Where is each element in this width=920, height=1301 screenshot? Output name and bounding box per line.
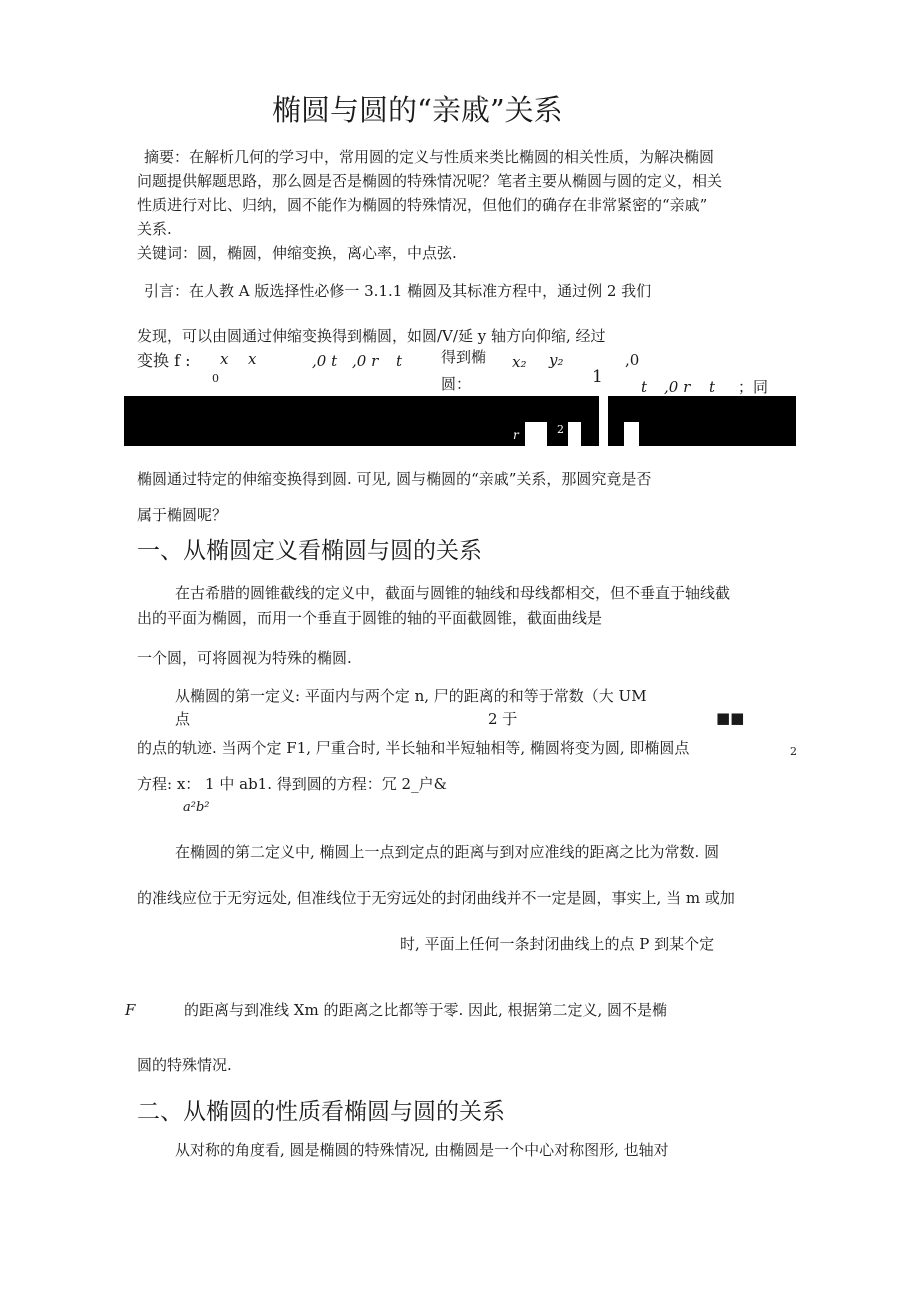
section1-F: F [125,1001,136,1019]
section1-para: 出的平面为椭圆，而用一个垂直于圆锥的轴的平面截圆锥，截面曲线是 [137,609,603,627]
formula-term: ,0 t [312,352,338,370]
formula-term: t [641,378,648,396]
formula-x: x [248,350,257,368]
formula-transform: 变换 f : [137,351,191,370]
section1-definition: 方程: x： 1 中 ab1. 得到圆的方程：冗 2_户& [137,775,447,793]
formula-y-sq: y₂ [549,351,564,369]
formula-x: x [220,350,229,368]
page-title: 椭圆与圆的“亲戚”关系 [272,93,563,127]
section1-blocks: ■■ [716,709,745,727]
formula-term: ,0 r [664,378,691,396]
section1-para: 一个圆，可将圆视为特殊的椭圆. [137,649,352,667]
section-heading-1: 一、从椭圆定义看椭圆与圆的关系 [137,538,482,564]
section1-second-def: 的准线应位于无穷远处, 但准线位于无穷远处的封闭曲线并不一定是圆，事实上, 当 m 或加 [137,889,735,907]
formula-x-sq: x₂ [512,353,527,371]
scan-gap [568,422,581,446]
formula-zero: ,0 [625,351,640,369]
formula-fragment: 2 [557,423,564,436]
section1-definition: 2 于 [488,710,518,728]
section1-para: 在古希腊的圆锥截线的定义中，截面与圆锥的轴线和母线都相交，但不垂直于轴线截 [175,584,731,602]
formula-term: ,0 r [352,352,379,370]
para-line: 属于椭圆呢？ [137,506,228,524]
section1-definition: 点 [175,710,191,728]
section1-second-def: 圆的特殊情况. [137,1056,232,1074]
abstract-line: 性质进行对比、归纳，圆不能作为椭圆的特殊情况，但他们的确存在非常紧密的“亲戚” [137,196,708,214]
section2-para: 从对称的角度看, 圆是椭圆的特殊情况, 由椭圆是一个中心对称图形, 也轴对 [175,1141,669,1159]
formula-term: t [709,378,716,396]
abstract-line: 问题提供解题思路，那么圆是否是椭圆的特殊情况呢？笔者主要从椭圆与圆的定义，相关 [137,172,723,190]
intro-line: 引言：在人教 A 版选择性必修一 3.1.1 椭圆及其标准方程中，通过例 2 我们 [144,282,652,300]
formula-tong: ；同 [738,378,769,396]
formula-sub: 0 [212,372,219,385]
formula-term: t [396,352,403,370]
abstract-line: 关系. [137,220,172,238]
section-heading-2: 二、从椭圆的性质看椭圆与圆的关系 [137,1099,505,1125]
section1-fraction: a²b² [183,800,210,815]
scan-gap [624,422,639,446]
section1-second-def: 在椭圆的第二定义中, 椭圆上一点到定点的距离与到对应准线的距离之比为常数. 圆 [175,843,720,861]
section1-superscript: 2 [790,745,797,758]
section1-definition: 从椭圆的第一定义: 平面内与两个定 n, 尸的距离的和等于常数（大 UM [175,687,647,705]
scan-gap [525,422,547,446]
formula-fragment: r [513,428,519,442]
section1-second-def: 的距离与到准线 Xm 的距离之比都等于零. 因此, 根据第二定义, 圆不是椭 [184,1001,668,1019]
formula-get-ellipse: 得到椭 [441,348,487,366]
para-line: 椭圆通过特定的伸缩变换得到圆. 可见, 圆与椭圆的“亲戚”关系，那圆究竟是否 [137,470,652,488]
section1-second-def: 时, 平面上任何一条封闭曲线上的点 P 到某个定 [400,935,715,953]
keywords: 关键词：圆，椭圆，伸缩变换，离心率，中点弦. [137,244,457,262]
intro-line: 发现，可以由圆通过伸缩变换得到椭圆，如圆/V/延 y 轴方向仰缩, 经过 [137,327,606,345]
abstract-line: 摘要：在解析几何的学习中，常用圆的定义与性质来类比椭圆的相关性质，为解决椭圆 [144,148,715,166]
formula-one: 1 [592,367,603,387]
section1-definition: 的点的轨迹. 当两个定 F1, 尸重合时, 半长轴和半短轴相等, 椭圆将变为圆, 即椭圆点 [137,739,690,757]
formula-circle: 圆： [441,375,472,393]
